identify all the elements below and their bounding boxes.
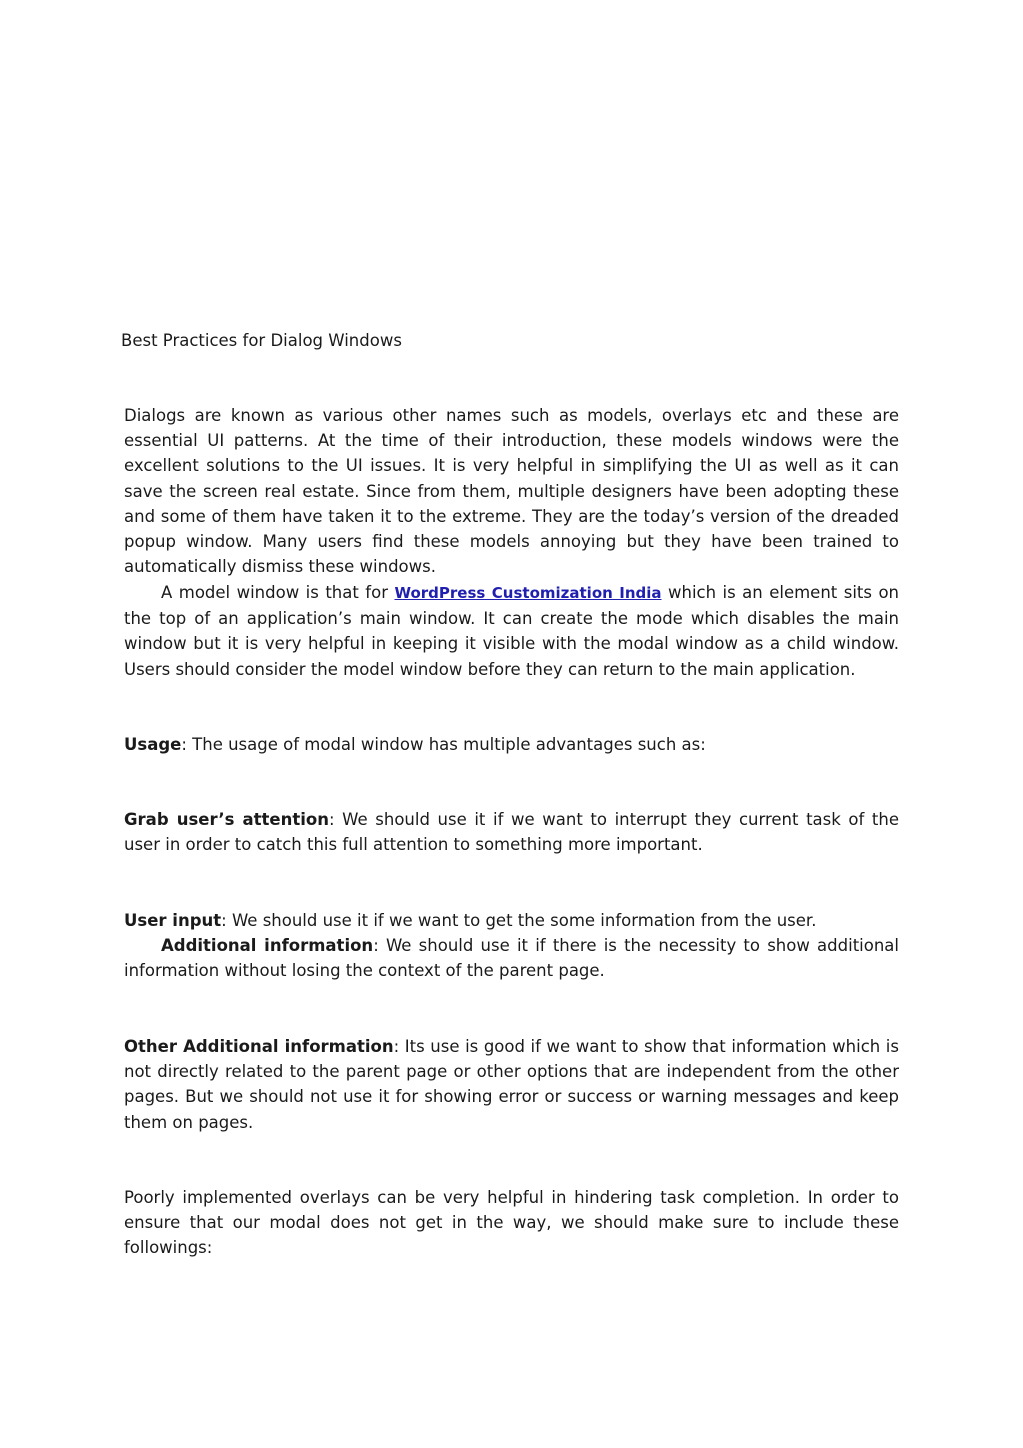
- other-additional-info-text: : Its use is good if we want to show that information which is not directly related to the parent page or other options that are independent from the other pages. But we should not use it for showing error or success or warning messages and keep them on pages.: [124, 1037, 899, 1132]
- grab-attention-text: : We should use it if we want to interrupt they current task of the user in order to catch this full attention to something more important.: [124, 810, 900, 855]
- model-window-text-after: which is an element sits on the top of an application’s main window. It can create the mode which disables the main window but it is very helpful in keeping it visible with the modal window as a child window. Users should consider the model window before they can return to the main application.: [124, 583, 899, 679]
- other-additional-info-term: Other Additional information: [124, 1037, 394, 1056]
- usage-term: Usage: [124, 735, 182, 754]
- additional-info-text: : We should use it if there is the necessity to show additional information without losing the context of the parent page.: [124, 936, 900, 981]
- model-window-text-before: A model window is that for: [161, 583, 395, 602]
- additional-info-paragraph: [124, 933, 899, 983]
- intro-paragraph: [124, 403, 899, 579]
- usage-paragraph: [124, 732, 899, 757]
- usage-text: : The usage of modal window has multiple advantages such as:: [181, 735, 706, 754]
- grab-attention-paragraph: [124, 807, 899, 857]
- wordpress-customization-link[interactable]: WordPress Customization India: [394, 584, 662, 602]
- intro-text: Dialogs are known as various other names such as models, overlays etc and these are essential UI patterns. At the time of their introduction, these models windows were the excellent solutions to the UI issues. It is very helpful in simplifying the UI as well as it can save the screen real estate. Since from them, multiple designers have been adopting these and some of them have taken it to the extreme. They are the today’s version of the dreaded popup window. Many users find these models annoying but they have been trained to automatically dismiss these windows.: [124, 406, 899, 577]
- additional-info-term: Additional information: [161, 936, 374, 955]
- user-input-term: User input: [124, 911, 222, 930]
- user-input-paragraph: [124, 908, 899, 933]
- poorly-implemented-text: Poorly implemented overlays can be very helpful in hindering task completion. In order to ensure that our modal does not get in the way, we should make sure to include these followings:: [124, 1188, 899, 1258]
- model-window-paragraph: [124, 580, 899, 682]
- user-input-text: : We should use it if we want to get the some information from the user.: [221, 911, 817, 930]
- grab-attention-term: Grab user’s attention: [124, 810, 329, 829]
- document-title: Best Practices for Dialog Windows: [121, 331, 402, 350]
- other-additional-info-paragraph: [124, 1034, 899, 1135]
- poorly-implemented-paragraph: [124, 1185, 899, 1261]
